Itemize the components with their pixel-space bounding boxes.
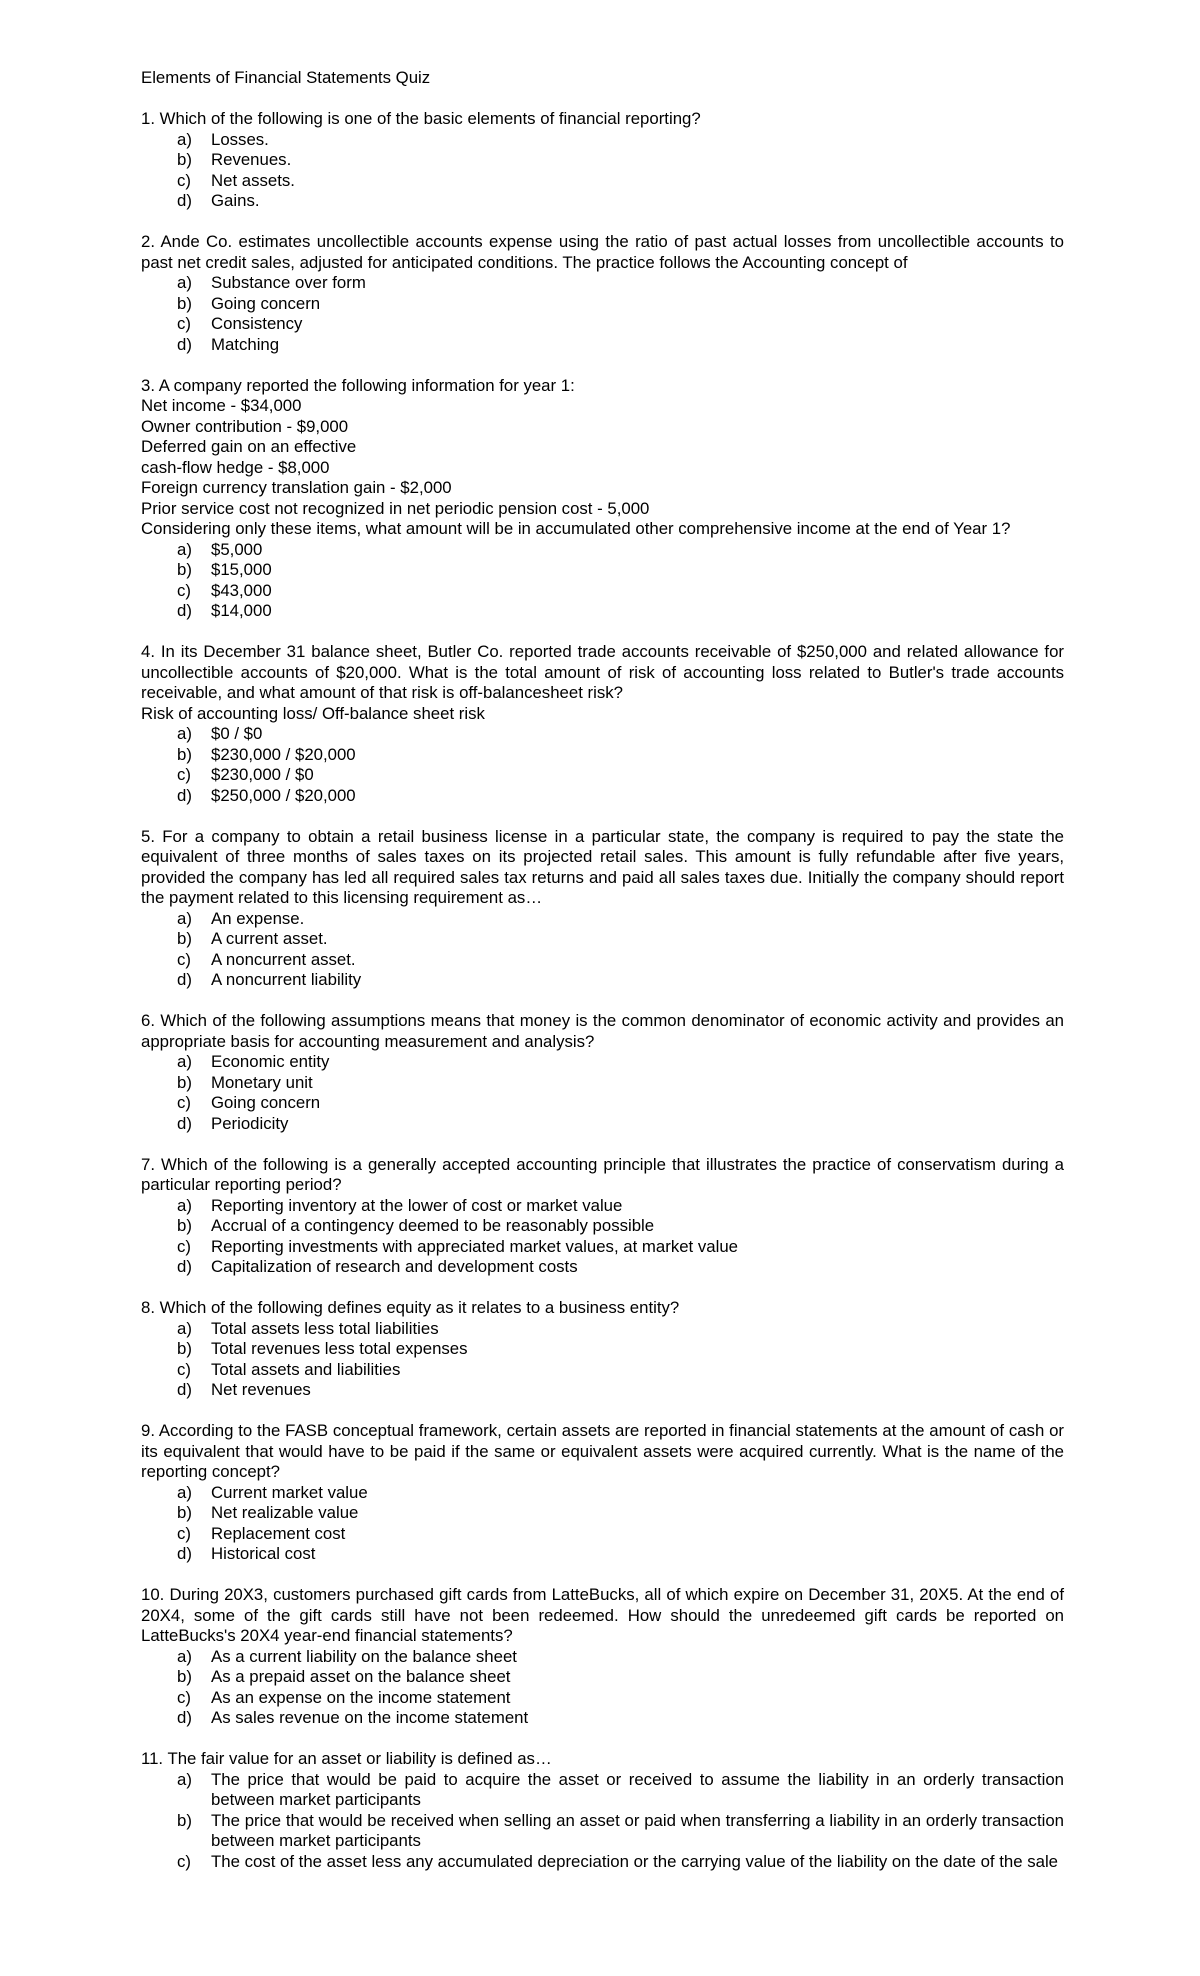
- question-text: 1. Which of the following is one of the basic elements of financial reporting?: [141, 109, 701, 128]
- question-text: 9. According to the FASB conceptual framework, certain assets are reported in financial statements at the amount of cash or its equivalent that would have to be paid if the same or equivalent assets were acquired currently. What is the name of the reporting concept?: [141, 1421, 1064, 1481]
- option-text: The cost of the asset less any accumulated depreciation or the carrying value of the liability on the date of the sale: [211, 1851, 1059, 1871]
- option-text: Total assets less total liabilities: [211, 1318, 439, 1338]
- option-text: $250,000 / $20,000: [211, 785, 356, 805]
- option-text: As a prepaid asset on the balance sheet: [211, 1667, 511, 1686]
- option-letter: b): [177, 744, 192, 764]
- option-letter: b): [177, 1339, 192, 1358]
- option-text: Replacement cost: [211, 1523, 346, 1543]
- answer-option: [141, 1073, 1064, 1094]
- option-letter: a): [177, 724, 192, 743]
- option-text: As an expense on the income statement: [211, 1687, 511, 1707]
- question-detail-line: Owner contribution - $9,000: [141, 416, 349, 436]
- option-letter: c): [177, 1359, 191, 1379]
- option-letter: a): [177, 1769, 192, 1789]
- question-7: [141, 1155, 1064, 1278]
- answer-option: [141, 1257, 1064, 1278]
- answer-option: [141, 130, 1064, 151]
- answer-option: [141, 1770, 1064, 1811]
- option-letter: a): [177, 129, 192, 149]
- question-text: 6. Which of the following assumptions means that money is the common denominator of economic activity and provides an appropriate basis for accounting measurement and analysis?: [141, 1011, 1064, 1051]
- answer-option: [141, 171, 1064, 192]
- answer-option: [141, 970, 1064, 991]
- answer-option: [141, 191, 1064, 212]
- option-text: Reporting investments with appreciated market values, at market value: [211, 1236, 738, 1256]
- option-text: A noncurrent liability: [211, 970, 362, 989]
- option-letter: d): [177, 601, 192, 620]
- option-letter: d): [177, 191, 192, 210]
- option-letter: d): [177, 1708, 192, 1727]
- answer-option: [141, 1319, 1064, 1340]
- answer-options: [141, 909, 1064, 991]
- question-10: [141, 1585, 1064, 1729]
- option-text: Net realizable value: [211, 1503, 359, 1522]
- answer-option: [141, 1339, 1064, 1360]
- answer-option: [141, 1360, 1064, 1381]
- option-text: Current market value: [211, 1482, 368, 1502]
- quiz-page: [141, 68, 1064, 1893]
- option-text: Revenues.: [211, 150, 292, 169]
- option-text: Consistency: [211, 314, 303, 333]
- option-text: Net assets.: [211, 170, 295, 190]
- answer-option: [141, 560, 1064, 581]
- page-title: Elements of Financial Statements Quiz: [141, 68, 431, 87]
- question-detail-line: Deferred gain on an effective: [141, 437, 357, 456]
- option-letter: c): [177, 580, 191, 600]
- option-letter: d): [177, 1113, 192, 1133]
- option-letter: a): [177, 1052, 192, 1071]
- option-text: A current asset.: [211, 929, 328, 948]
- answer-options: [141, 273, 1064, 355]
- question-detail-line: Risk of accounting loss/ Off-balance sheet risk: [141, 703, 485, 723]
- answer-option: [141, 540, 1064, 561]
- answer-options: [141, 130, 1064, 212]
- option-letter: a): [177, 1482, 192, 1502]
- question-detail-line: Considering only these items, what amount will be in accumulated other comprehensive income at the end of Year 1?: [141, 519, 1011, 538]
- answer-option: [141, 1216, 1064, 1237]
- option-text: The price that would be paid to acquire the asset or received to assume the liability in an orderly transaction between market participants: [211, 1769, 1064, 1809]
- option-text: An expense.: [211, 908, 305, 928]
- option-text: $230,000 / $20,000: [211, 744, 356, 764]
- option-letter: b): [177, 1216, 192, 1235]
- question-text: 8. Which of the following defines equity as it relates to a business entity?: [141, 1298, 680, 1317]
- answer-option: [141, 273, 1064, 294]
- option-text: $15,000: [211, 560, 272, 579]
- option-letter: c): [177, 1851, 191, 1871]
- answer-option: [141, 1380, 1064, 1401]
- question-text: 5. For a company to obtain a retail business license in a particular state, the company is required to pay the state the equivalent of three months of sales taxes on its projected retail sales. This amount is fully refundable after five years, provided the company has led all required sales tax returns and paid all sales taxes due. Initially the company should report the payment related to this licensing requirement as…: [141, 826, 1064, 907]
- option-text: Going concern: [211, 1093, 321, 1112]
- option-letter: c): [177, 1236, 191, 1256]
- option-text: Losses.: [211, 129, 269, 149]
- option-letter: d): [177, 1257, 192, 1276]
- answer-option: [141, 909, 1064, 930]
- question-text: 2. Ande Co. estimates uncollectible accounts expense using the ratio of past actual losses from uncollectible accounts to past net credit sales, adjusted for anticipated conditions. The practice follows the Accounting concept of: [141, 232, 1064, 272]
- option-text: $43,000: [211, 580, 272, 600]
- option-letter: b): [177, 1810, 192, 1830]
- option-text: Matching: [211, 334, 280, 354]
- option-letter: a): [177, 1318, 192, 1338]
- answer-option: [141, 929, 1064, 950]
- question-text: 10. During 20X3, customers purchased gift cards from LatteBucks, all of which expire on December 31, 20X5. At the end of 20X4, some of the gift cards still have not been redeemed. How should the unredeemed gift cards be reported on LatteBucks's 20X4 year-end financial statements?: [141, 1585, 1064, 1645]
- answer-options: [141, 1483, 1064, 1565]
- question-list: [141, 109, 1064, 1872]
- answer-option: [141, 1688, 1064, 1709]
- answer-option: [141, 724, 1064, 745]
- option-text: $5,000: [211, 539, 263, 559]
- question-4: [141, 642, 1064, 806]
- option-letter: a): [177, 908, 192, 928]
- answer-options: [141, 540, 1064, 622]
- option-letter: d): [177, 1544, 192, 1563]
- option-text: Economic entity: [211, 1052, 330, 1071]
- answer-option: [141, 950, 1064, 971]
- option-letter: c): [177, 1687, 191, 1707]
- option-letter: b): [177, 560, 192, 579]
- option-text: Going concern: [211, 293, 321, 313]
- answer-options: [141, 1196, 1064, 1278]
- option-text: As a current liability on the balance sheet: [211, 1646, 517, 1666]
- option-letter: a): [177, 1646, 192, 1666]
- option-letter: b): [177, 293, 192, 313]
- answer-option: [141, 745, 1064, 766]
- answer-option: [141, 1811, 1064, 1852]
- answer-option: [141, 1708, 1064, 1729]
- option-letter: b): [177, 150, 192, 169]
- question-6: [141, 1011, 1064, 1134]
- answer-options: [141, 1052, 1064, 1134]
- option-letter: b): [177, 1503, 192, 1522]
- option-text: Substance over form: [211, 273, 366, 292]
- option-letter: c): [177, 949, 191, 969]
- question-detail-line: Net income - $34,000: [141, 396, 302, 415]
- answer-options: [141, 1319, 1064, 1401]
- option-letter: a): [177, 539, 192, 559]
- option-letter: b): [177, 1667, 192, 1686]
- answer-option: [141, 1093, 1064, 1114]
- option-letter: d): [177, 334, 192, 354]
- answer-option: [141, 150, 1064, 171]
- option-letter: a): [177, 1195, 192, 1215]
- answer-option: [141, 294, 1064, 315]
- question-text: 11. The fair value for an asset or liability is defined as…: [141, 1749, 552, 1768]
- question-detail-line: cash-flow hedge - $8,000: [141, 457, 330, 477]
- answer-option: [141, 1544, 1064, 1565]
- answer-options: [141, 1647, 1064, 1729]
- option-text: Capitalization of research and development costs: [211, 1257, 578, 1276]
- option-letter: c): [177, 1093, 191, 1112]
- option-text: Historical cost: [211, 1544, 316, 1563]
- option-text: Gains.: [211, 191, 260, 210]
- question-1: [141, 109, 1064, 212]
- option-text: The price that would be received when selling an asset or paid when transferring a liability in an orderly transaction between market participants: [211, 1810, 1064, 1850]
- option-letter: b): [177, 1072, 192, 1092]
- question-text: 4. In its December 31 balance sheet, Butler Co. reported trade accounts receivable of $250,000 and related allowance for uncollectible accounts of $20,000. What is the total amount of risk of accounting loss related to Butler's trade accounts receivable, and what amount of that risk is off-balancesheet risk?: [141, 642, 1064, 702]
- option-text: Net revenues: [211, 1380, 311, 1399]
- option-text: Total assets and liabilities: [211, 1359, 401, 1379]
- question-detail-line: Prior service cost not recognized in net periodic pension cost - 5,000: [141, 498, 650, 518]
- option-text: A noncurrent asset.: [211, 949, 356, 969]
- option-letter: d): [177, 970, 192, 989]
- answer-option: [141, 601, 1064, 622]
- answer-option: [141, 786, 1064, 807]
- answer-option: [141, 1196, 1064, 1217]
- option-text: Monetary unit: [211, 1072, 313, 1092]
- question-detail-line: Foreign currency translation gain - $2,000: [141, 478, 452, 497]
- answer-option: [141, 1503, 1064, 1524]
- answer-option: [141, 1483, 1064, 1504]
- answer-option: [141, 314, 1064, 335]
- question-text: 7. Which of the following is a generally accepted accounting principle that illustrates the practice of conservatism during a particular reporting period?: [141, 1154, 1064, 1194]
- answer-options: [141, 1770, 1064, 1873]
- answer-option: [141, 1052, 1064, 1073]
- question-5: [141, 827, 1064, 991]
- option-letter: b): [177, 929, 192, 948]
- option-text: $14,000: [211, 601, 272, 620]
- answer-option: [141, 1647, 1064, 1668]
- option-letter: d): [177, 1380, 192, 1399]
- answer-option: [141, 1667, 1064, 1688]
- answer-option: [141, 1237, 1064, 1258]
- option-letter: d): [177, 785, 192, 805]
- option-letter: c): [177, 1523, 191, 1543]
- question-8: [141, 1298, 1064, 1401]
- option-letter: c): [177, 765, 191, 784]
- question-2: [141, 232, 1064, 355]
- question-11: [141, 1749, 1064, 1872]
- question-text: 3. A company reported the following information for year 1:: [141, 375, 575, 395]
- question-3: [141, 376, 1064, 622]
- answer-option: [141, 1524, 1064, 1545]
- answer-options: [141, 724, 1064, 806]
- answer-option: [141, 1114, 1064, 1135]
- answer-option: [141, 765, 1064, 786]
- option-text: Reporting inventory at the lower of cost or market value: [211, 1195, 623, 1215]
- option-text: Periodicity: [211, 1113, 289, 1133]
- option-letter: c): [177, 170, 191, 190]
- option-text: As sales revenue on the income statement: [211, 1708, 529, 1727]
- question-9: [141, 1421, 1064, 1565]
- answer-option: [141, 1852, 1064, 1873]
- answer-option: [141, 581, 1064, 602]
- answer-option: [141, 335, 1064, 356]
- option-text: Total revenues less total expenses: [211, 1339, 468, 1358]
- option-text: Accrual of a contingency deemed to be reasonably possible: [211, 1216, 655, 1235]
- option-text: $0 / $0: [211, 724, 263, 743]
- option-letter: c): [177, 314, 191, 333]
- option-text: $230,000 / $0: [211, 765, 314, 784]
- option-letter: a): [177, 273, 192, 292]
